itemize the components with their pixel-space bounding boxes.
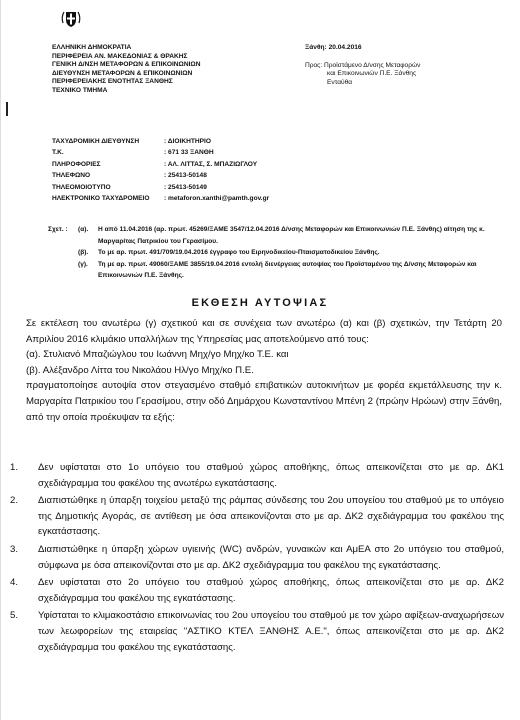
finding-item bbox=[10, 608, 504, 655]
finding-text: Υφίσταται το κλιμακοστάσιο επικοινωνίας του 2ου υπογείου του σταθμού με τον χώρο αφίξεων-αναχωρήσεων των λεωφορείων της εταιρείας "ΑΣΤΙΚΟ ΚΤΕΛ ΞΑΝΘΗΣ Α.Ε.", όπως απεικονίζεται στο με αρ. ΔΚ2 σχεδιάγραμμα του φακέλου της εγκατάστασης. bbox=[38, 610, 504, 653]
contact-label: ΤΗΛΕΟΜΟΙΟΤΥΠΟ bbox=[52, 183, 111, 191]
contact-value: : 25413-50148 bbox=[164, 172, 207, 180]
report-title: ΕΚΘΕΣΗ ΑΥΤΟΨΙΑΣ bbox=[191, 297, 329, 309]
issuer-line: ΔΙΕΥΘΥΝΣΗ ΜΕΤΑΦΟΡΩΝ & ΕΠΙΚΟΙΝΩΝΙΩΝ bbox=[52, 69, 193, 77]
finding-item bbox=[10, 493, 504, 540]
contact-value: : metaforon.xanthi@pamth.gov.gr bbox=[164, 195, 270, 203]
finding-item bbox=[10, 575, 504, 606]
issuer-line: ΠΕΡΙΦΕΡΕΙΑΚΗΣ ΕΝΟΤΗΤΑΣ ΞΑΝΘΗΣ bbox=[52, 78, 173, 86]
intro-paragraph: Σε εκτέλεση του ανωτέρω (γ) σχετικού και σε συνέχεια των ανωτέρω (α) και (β) σχετικών, την Τετάρτη 20 Απριλίου 2016 κλιμάκιο υπαλλήλων της Υπηρεσίας μας αποτελούμενο από τους: bbox=[26, 318, 502, 345]
recipient-line: και Επικοινωνιών Π.Ε. Ξάνθης bbox=[327, 70, 417, 78]
finding-item bbox=[10, 460, 504, 491]
contact-label: ΤΗΛΕΦΩΝΟ bbox=[52, 172, 91, 180]
intro-block bbox=[26, 316, 502, 425]
contact-row bbox=[52, 194, 502, 206]
contact-label: ΠΛΗΡΟΦΟΡΙΕΣ bbox=[52, 160, 101, 168]
finding-text: Δεν υφίσταται στο 2ο υπόγειο του σταθμού χώρος αποθήκης, όπως απεικονίζεται στο με αρ. ΔΚ2 σχεδιάγραμμα του φακέλου της εγκατάστασης. bbox=[38, 577, 504, 604]
contact-label: ΤΑΧΥΔΡΟΜΙΚΗ ΔΙΕΥΘΥΝΣΗ bbox=[52, 137, 140, 145]
recipient-line: Προς: Προϊστάμενο Δ/νσης Μεταφορών bbox=[305, 61, 421, 69]
contact-value: : ΔΙΟΙΚΗΤΗΡΙΟ bbox=[164, 137, 211, 145]
contact-label: Τ.Κ. bbox=[52, 149, 64, 157]
contact-row bbox=[52, 136, 502, 148]
contact-value: : ΑΛ. ΛΙΤΤΑΣ, Σ. ΜΠΑΖΙΩΓΛΟΥ bbox=[164, 160, 258, 168]
finding-text: Δεν υφίσταται στο 1ο υπόγειο του σταθμού χώρος αποθήκης, όπως απεικονίζεται στο με αρ. ΔΚ1 σχεδιάγραμμα του φακέλου της ανωτέρω εγκατάστασης. bbox=[38, 462, 504, 489]
issuer-line: ΠΕΡΙΦΕΡΕΙΑ ΑΝ. ΜΑΚΕΔΟΝΙΑΣ & ΘΡΑΚΗΣ bbox=[52, 52, 188, 60]
reference-text: Τη με αρ. πρωτ. 49060/ΞΑΜΕ 3855/19.04.2016 εντολή διενέργειας αυτοψίας του Προϊσταμένου της Δ/νσης Μεταφορών και Επικοινωνιών Π.Ε. Ξάνθης. bbox=[98, 260, 477, 279]
finding-number: 3. bbox=[10, 543, 19, 555]
references-block bbox=[48, 224, 508, 282]
reference-item bbox=[48, 224, 508, 247]
findings-list bbox=[10, 460, 504, 657]
contact-value: : 671 33 ΞΑΝΘΗ bbox=[164, 149, 214, 157]
reference-item bbox=[48, 259, 508, 282]
issuer-line: ΓΕΝΙΚΗ Δ/ΝΣΗ ΜΕΤΑΦΟΡΩΝ & ΕΠΙΚΟΙΝΩΝΙΩΝ bbox=[52, 61, 201, 69]
finding-item bbox=[10, 542, 504, 573]
contact-row bbox=[52, 148, 502, 160]
issuer-line: ΤΕΧΝΙΚΟ ΤΜΗΜΑ bbox=[52, 86, 108, 94]
references-label: Σχετ. : bbox=[48, 226, 68, 233]
reference-letter: (α). bbox=[78, 226, 89, 233]
inspector-line: (β). Αλέξανδρο Λίττα του Νικολάου Ηλ/γο Μηχ/κο Π.Ε. bbox=[26, 364, 254, 376]
margin-mark bbox=[6, 102, 8, 116]
reference-text: Το με αρ. πρωτ. 491/709/19.04.2016 έγγραφο του Ειρηνοδικείου-Πταισματοδικείου Ξάνθης. bbox=[98, 249, 380, 256]
contact-value: : 25413-50149 bbox=[164, 183, 207, 191]
greek-emblem-icon bbox=[60, 8, 82, 30]
document-date: Ξάνθη: 20.04.2016 bbox=[305, 44, 362, 51]
finding-number: 5. bbox=[10, 610, 19, 622]
issuer-block bbox=[52, 44, 302, 96]
contact-label: ΗΛΕΚΤΡΟΝΙΚΟ ΤΑΧΥΔΡΟΜΕΙΟ bbox=[52, 195, 150, 203]
contact-block bbox=[52, 136, 502, 206]
page-edge bbox=[0, 0, 1, 720]
finding-number: 2. bbox=[10, 495, 19, 507]
intro-paragraph: πραγματοποίησε αυτοψία στον στεγασμένο σταθμό επιβατικών αυτοκινήτων με φορέα εκμετάλλευσης την κ. Μαργαρίτα Πατρικίου του Γερασίμου, στην οδό Δημάρχου Κωνσταντίνου Μπένη 2 (πρώην Ηρώων) στην Ξάνθη, από την οποία προέκυψαν τα εξής: bbox=[26, 380, 502, 423]
reference-text: Η από 11.04.2016 (αρ. πρωτ. 45269/ΞΑΜΕ 3547/12.04.2016 Δ/νσης Μεταφορών και Επικοινωνιών Π.Ε. Ξάνθης) αίτηση της κ. Μαργαρίτας Πατρικίου του Γερασίμου. bbox=[98, 226, 485, 245]
reference-letter: (β). bbox=[78, 249, 89, 256]
inspector-line: (α). Στυλιανό Μπαζιώγλου του Ιωάννη Μηχ/γο Μηχ/κο Τ.Ε. και bbox=[26, 349, 289, 361]
finding-number: 1. bbox=[10, 462, 19, 473]
contact-row bbox=[52, 171, 502, 183]
contact-row bbox=[52, 182, 502, 194]
recipient-line: Ενταύθα bbox=[327, 78, 353, 86]
finding-text: Διαπιστώθηκε η ύπαρξη χώρων υγιεινής (WC) ανδρών, γυναικών και ΑμΕΑ στο 2ο υπόγειο του σταθμού, σύμφωνα με όσα απεικονίζονται στο με αρ. ΔΚ2 σχεδιάγραμμα του φακέλου της εγκατάστασης. bbox=[38, 543, 504, 571]
finding-text: Διαπιστώθηκε η ύπαρξη τοιχείου μεταξύ της ράμπας σύνδεσης του 2ου υπογείου του σταθμού με το υπόγειο της Δημοτικής Αγοράς, σε αντίθεση με όσα απεικονίζονται στο με αρ. ΔΚ2 σχεδιάγραμμα του φακέλου της εγκατάστασης. bbox=[38, 495, 504, 538]
recipient-block bbox=[305, 44, 510, 87]
issuer-line: ΕΛΛΗΝΙΚΗ ΔΗΜΟΚΡΑΤΙΑ bbox=[52, 44, 132, 51]
contact-row bbox=[52, 159, 502, 171]
reference-item bbox=[48, 247, 508, 259]
finding-number: 4. bbox=[10, 577, 19, 589]
reference-letter: (γ). bbox=[78, 260, 88, 268]
